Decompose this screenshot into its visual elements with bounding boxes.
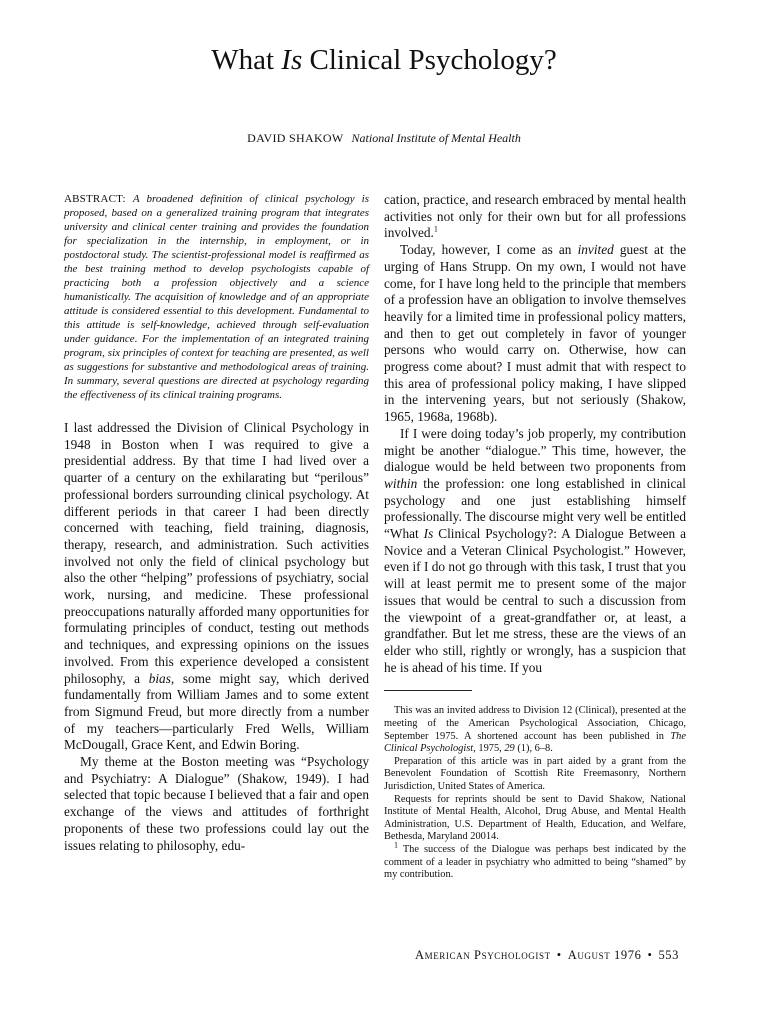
footnote-divider (384, 690, 472, 691)
text-run-italic: The Clinical Psychologist, (384, 730, 686, 755)
abstract-text: A broadened definition of clinical psychology is proposed, based on a generalized training program that integrates university and clinical center training and provides the foundation for specialization in the internship, in employment, or in postdoctoral study. The scientist-professional model is reaffirmed as the best training method to develop psychologists capable of practicing both a profession objectively and a science humanistically. The acquisition of knowledge and of an appropriate attitude is considered essential to this development. Fundamental to this attitude is self-knowledge, achieved through self-evaluation under guidance. For the implementation of an integrated training program, six principles of context for teaching are presented, as well as suggestions for substantive and methodological areas of training. In summary, several questions are directed at psychology regarding the effectiveness of its clinical training programs. (64, 193, 369, 401)
text-run-italic: 29 (504, 743, 515, 755)
footnote (384, 705, 686, 755)
title-part-2: Clinical Psychology? (302, 44, 557, 76)
text-run: cation, practice, and research embraced by mental health activities not only for their own but for all professions involved. (384, 192, 686, 241)
author-name: DAVID SHAKOW (247, 131, 344, 145)
byline (0, 130, 768, 146)
right-column (384, 192, 686, 882)
title-part-1: What (211, 44, 282, 76)
text-run-italic: invited (577, 242, 614, 258)
article-title (0, 42, 768, 78)
text-run: the profession: one long established in clinical psychology and one just establishing himself professionally. The discourse might very well be entitled “What (384, 475, 686, 542)
text-run: 1975, (475, 743, 505, 755)
footnote: Requests for reprints should be sent to David Shakow, National Institute of Mental Health, Alcohol, Drug Abuse, and Mental Health Administration, U.S. Department of Health, Education, and Welfare, Bethesda, Maryland 20014. (384, 793, 686, 843)
footnote-marker: 1 (433, 224, 438, 234)
right-body-text (384, 192, 686, 676)
footer-separator: • (556, 948, 562, 962)
abstract (64, 192, 369, 402)
left-body-text (64, 420, 369, 854)
text-run: some might say, which derived fundamentally from William James and to some extent from Sigmund Freud, but more directly from a number of my teachers—particularly Fred Wells, William McDougall, Grace Kent, and Edwin Boring. (64, 670, 369, 753)
footnote: Preparation of this article was in part aided by a grant from the Benevolent Foundation of Scottish Rite Freemasonry, Northern Jurisdiction, United States of America. (384, 755, 686, 792)
text-run: Clinical Psychology?: A Dialogue Between a Novice and a Veteran Clinical Psychologist.” However, even if I do not go through with this task, I trust that you will at least permit me to present some of the major issues that would be central to such a discussion from the viewpoint of a great-grandfather or, at least, a grandfather. But let me stress, these are the views of an elder who still, rightly or wrongly, has a suspicion that he is ahead of his time. If you (384, 526, 686, 675)
journal-name: American Psychologist (414, 948, 551, 962)
text-run-italic: bias, (148, 670, 175, 686)
abstract-label: ABSTRACT: (64, 193, 126, 205)
body-paragraph (384, 242, 686, 426)
body-paragraph (64, 420, 369, 754)
body-paragraph (384, 192, 686, 242)
body-paragraph: My theme at the Boston meeting was “Psychology and Psychiatry: A Dialogue” (Shakow, 1949). I had selected that topic because I believed that a fair and open exchange of the views and attitudes of forthright proponents of these two professions could lay out the issues relating to philosophy, edu- (64, 754, 369, 853)
text-run: If I were doing today’s job properly, my contribution might be another “dialogue.” This time, however, the dialogue would be held between two proponents from (384, 425, 686, 475)
text-run-italic: Is (423, 526, 434, 542)
left-column (64, 192, 369, 854)
text-run: I last addressed the Division of Clinical Psychology in 1948 in Boston when I was required to give a presidential address. By that time I had lived over a quarter of a century on the exhilarating but “perilous” professional borders surrounding clinical psychology. At different periods in that career I had been directly concerned with teaching, field training, diagnosis, therapy, research, and administration. Such activities involved not only the field of clinical psychology but also the other “helping” professions of psychiatry, social work, nursing, and medicine. These professional preoccupations naturally afforded many opportunities for formulating principles of conduct, testing out methods and techniques, and expressing opinions on the issues involved. From this experience developed a consistent philosophy, a (64, 420, 369, 686)
footnote-number: 1 (394, 840, 398, 850)
text-run: (1), 6–8. (514, 743, 553, 755)
text-run: guest at the urging of Hans Strupp. On my own, I would not have come, for I have long held to the principle that members of a profession have an obligation to involve themselves heavily for a limited time in professional policy matters, and then to get out completely in favor of younger persons who would carry on. Otherwise, how can progress come about? I must admit that with respect to this area of professional policy making, I have slipped in the intervening years, but not seriously (Shakow, 1965, 1968a, 1968b). (384, 242, 686, 425)
footnote (384, 840, 686, 882)
page-number: 553 (658, 948, 679, 962)
page-footer (412, 948, 682, 963)
footer-separator: • (647, 948, 653, 962)
text-run: Today, however, I come as an (400, 242, 578, 258)
title-italic-is: Is (281, 44, 303, 76)
issue-date: August 1976 (567, 948, 642, 962)
text-run-italic: within (384, 475, 418, 491)
footnotes (384, 705, 686, 881)
text-run: The success of the Dialogue was perhaps best indicated by the comment of a leader in psychiatry who admitted to being “shamed” by my contribution. (384, 843, 686, 881)
author-affiliation: National Institute of Mental Health (351, 131, 521, 145)
text-run: This was an invited address to Division 12 (Clinical), presented at the meeting of the American Psychological Association, Chicago, September 1975. A shortened account has been published in (384, 705, 686, 742)
body-paragraph (384, 426, 686, 677)
